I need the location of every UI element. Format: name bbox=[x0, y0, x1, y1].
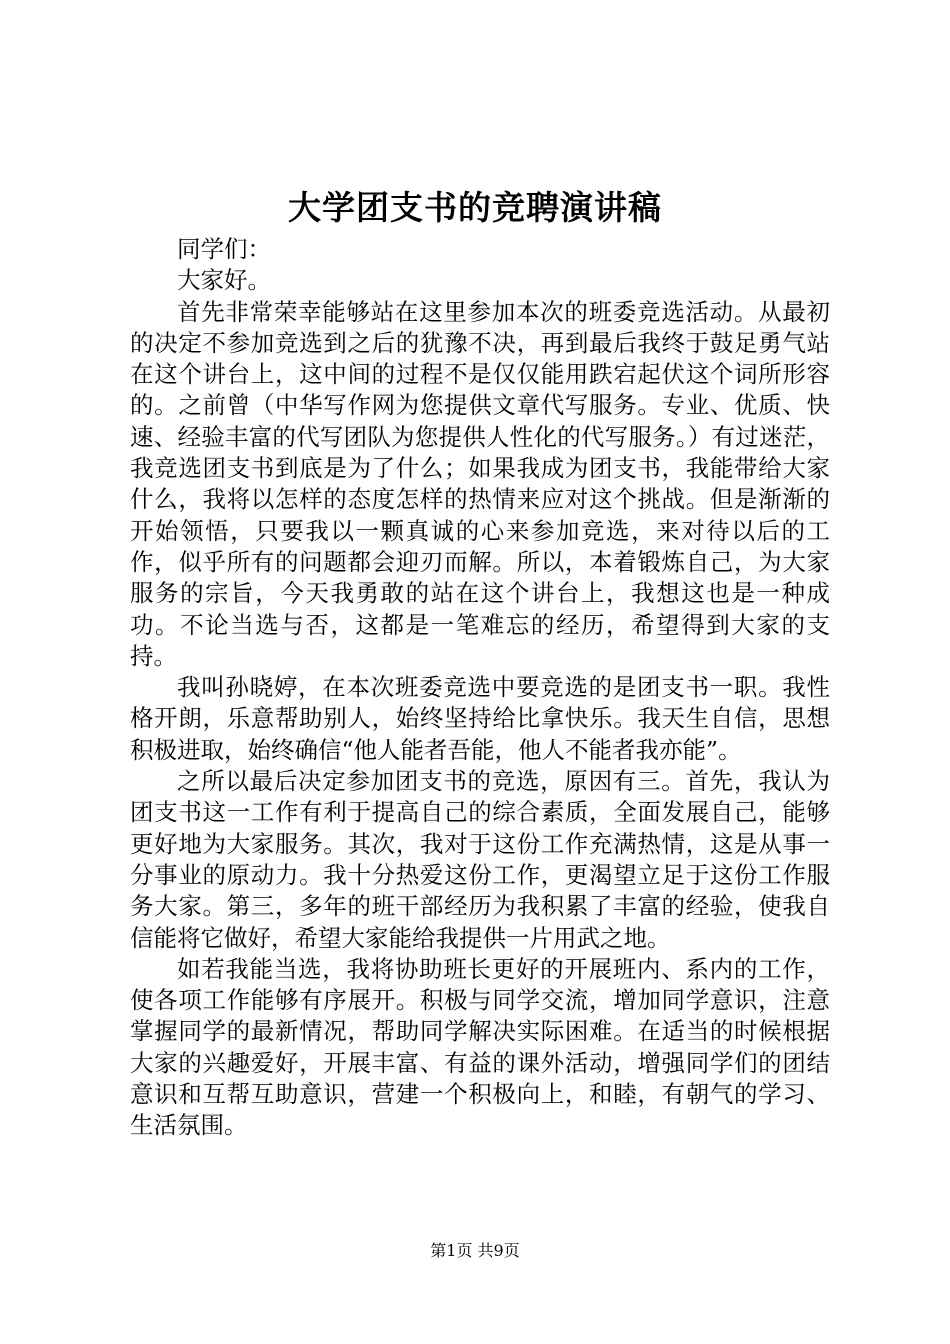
paragraph-plans: 如若我能当选，我将协助班长更好的开展班内、系内的工作，使各项工作能够有序展开。积极与同学交流，增加同学意识，注意掌握同学的最新情况，帮助同学解决实际困难。在适当的时候根据大家的兴趣爱好，开展丰富、有益的课外活动，增强同学们的团结意识和互帮互助意识，营建一个积极向上，和睦，有朝气的学习、生活氛围。 bbox=[130, 954, 830, 1140]
document-body bbox=[130, 234, 830, 1142]
paragraph-reasons: 之所以最后决定参加团支书的竞选，原因有三。首先，我认为团支书这一工作有利于提高自己的综合素质，全面发展自己，能够更好地为大家服务。其次，我对于这份工作充满热情，这是从事一分事业的原动力。我十分热爱这份工作，更渴望立足于这份工作服务大家。第三，多年的班干部经历为我积累了丰富的经验，使我自信能将它做好，希望大家能给我提供一片用武之地。 bbox=[130, 767, 830, 952]
page-number-footer: 第1页 共9页 bbox=[430, 1241, 520, 1260]
document-title: 大学团支书的竞聘演讲稿 bbox=[288, 188, 662, 227]
paragraph-greeting: 同学们： bbox=[177, 235, 271, 263]
paragraph-self-introduction: 我叫孙晓婷，在本次班委竞选中要竞选的是团支书一职。我性格开朗，乐意帮助别人，始终坚持给比拿快乐。我天生自信，思想积极进取，始终确信“他人能者吾能，他人不能者我亦能”。 bbox=[130, 673, 830, 764]
paragraph-hello: 大家好。 bbox=[177, 266, 271, 295]
paragraph-intro: 首先非常荣幸能够站在这里参加本次的班委竞选活动。从最初的决定不参加竞选到之后的犹豫不决，再到最后我终于鼓足勇气站在这个讲台上，这中间的过程不是仅仅能用跌宕起伏这个词所形容的。之前曾（中华写作网为您提供文章代写服务。专业、优质、快速、经验丰富的代写团队为您提供人性化的代写服务。）有过迷茫，我竞选团支书到底是为了什么；如果我成为团支书，我能带给大家什么，我将以怎样的态度怎样的热情来应对这个挑战。但是渐渐的开始领悟，只要我以一颗真诚的心来参加竞选，来对待以后的工作，似乎所有的问题都会迎刃而解。所以，本着锻炼自己，为大家服务的宗旨，今天我勇敢的站在这个讲台上，我想这也是一种成功。不论当选与否，这都是一笔难忘的经历，希望得到大家的支持。 bbox=[130, 297, 830, 670]
